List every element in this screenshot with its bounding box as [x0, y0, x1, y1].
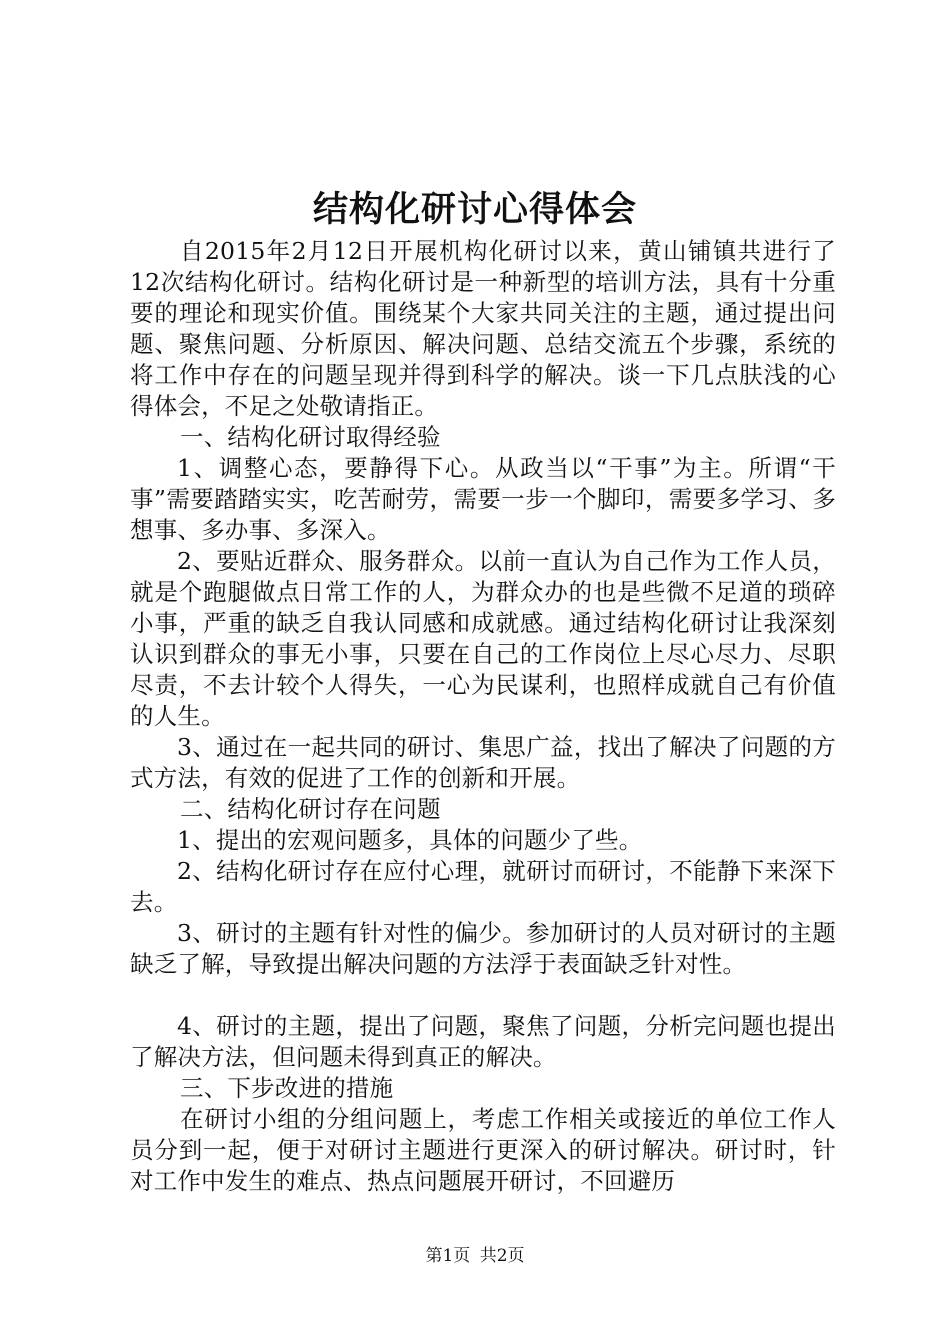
page-number: 第1页: [425, 1246, 471, 1266]
list-item: 1、调整心态，要静得下心。从政当以“干事”为主。所谓“干事”需要踏踏实实，吃苦耐劳，需要一步一个脚印，需要多学习、多想事、多办事、多深入。: [130, 454, 836, 544]
list-item: 3、通过在一起共同的研讨、集思广益，找出了解决了问题的方式方法，有效的促进了工作的创新和开展。: [130, 733, 836, 792]
document-title: 结构化研讨心得体会: [312, 189, 637, 230]
page-footer: [0, 1244, 950, 1268]
blank-line: [130, 980, 836, 1011]
intro-paragraph: 自2015年2月12日开展机构化研讨以来，黄山铺镇共进行了12次结构化研讨。结构化研讨是一种新型的培训方法，具有十分重要的理论和现实价值。围绕某个大家共同关注的主题，通过提出问题、聚焦问题、分析原因、解决问题、总结交流五个步骤，系统的将工作中存在的问题呈现并得到科学的解决。谈一下几点肤浅的心得体会，不足之处敬请指正。: [130, 237, 836, 420]
section-heading-2: 二、结构化研讨存在问题: [180, 795, 441, 823]
list-item: 4、研讨的主题，提出了问题，聚焦了问题，分析完问题也提出了解决方法，但问题未得到真正的解决。: [130, 1012, 836, 1071]
list-item: 2、要贴近群众、服务群众。以前一直认为自己作为工作人员，就是个跑腿做点日常工作的人，为群众办的也是些微不足道的琐碎小事，严重的缺乏自我认同感和成就感。通过结构化研讨让我深刻认识到群众的事无小事，只要在自己的工作岗位上尽心尽力、尽职尽责，不去计较个人得失，一心为民谋利，也照样成就自己有价值的人生。: [130, 547, 836, 730]
list-item: 3、研讨的主题有针对性的偏少。参加研讨的人员对研讨的主题缺乏了解，导致提出解决问题的方法浮于表面缺乏针对性。: [130, 919, 836, 978]
section-heading-1: 一、结构化研讨取得经验: [180, 423, 441, 451]
document-body: [130, 236, 836, 1197]
section-heading-3: 三、下步改进的措施: [180, 1074, 394, 1102]
page-total: 共2页: [479, 1246, 525, 1266]
list-item: 2、结构化研讨存在应付心理，就研讨而研讨，不能静下来深下去。: [130, 857, 836, 916]
closing-paragraph: 在研讨小组的分组问题上，考虑工作相关或接近的单位工作人员分到一起，便于对研讨主题进行更深入的研讨解决。研讨时，针对工作中发生的难点、热点问题展开研讨，不回避历: [130, 1105, 836, 1195]
list-item: 1、提出的宏观问题多，具体的问题少了些。: [177, 826, 643, 854]
